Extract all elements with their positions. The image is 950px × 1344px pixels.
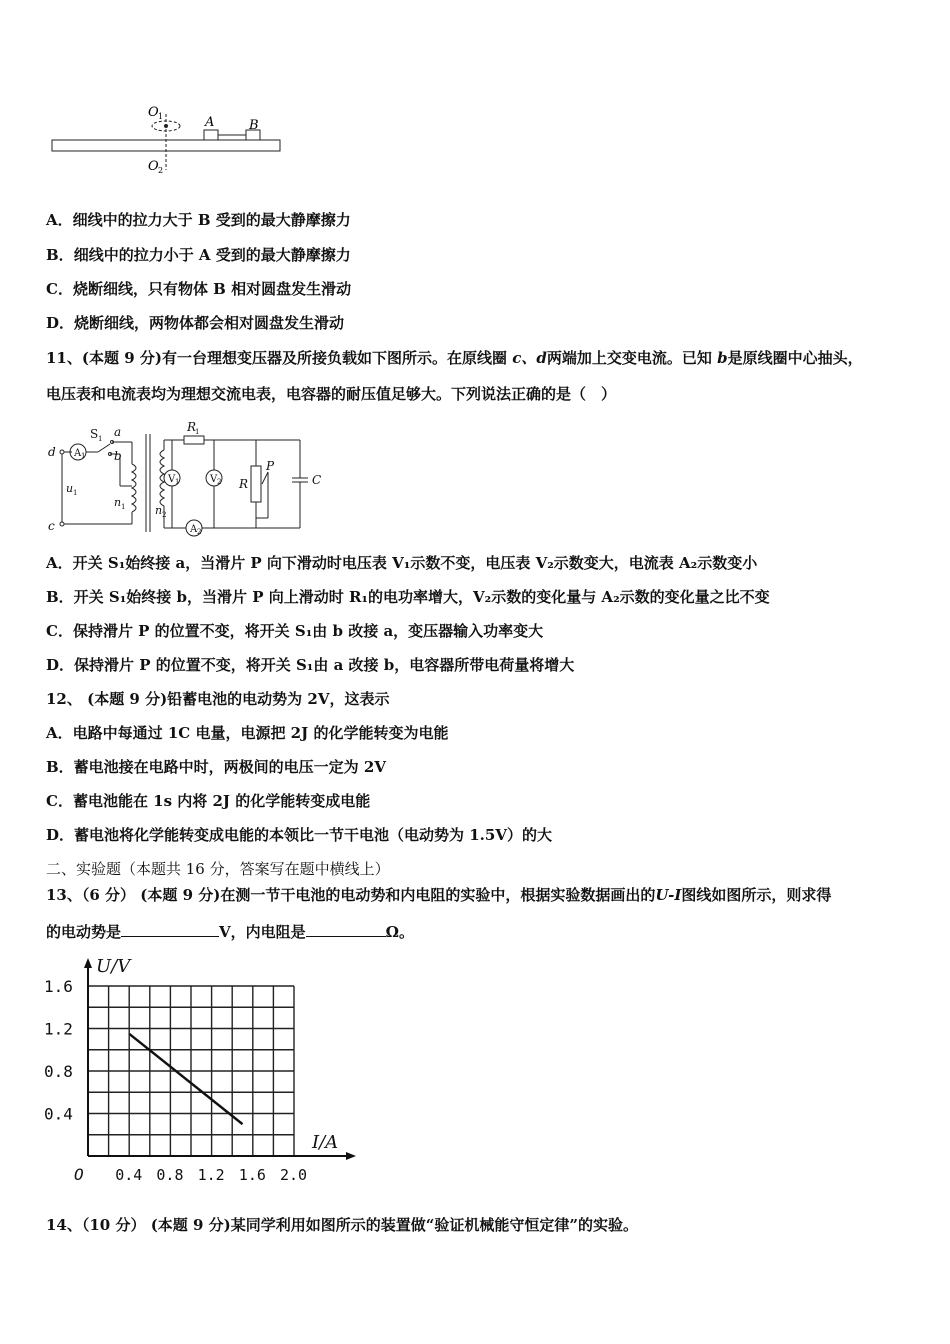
o1-label: O	[148, 105, 159, 120]
svg-text:S: S	[90, 427, 99, 441]
slider-p	[262, 472, 268, 484]
x-tick-label: 1.2	[197, 1166, 225, 1184]
block-a	[204, 130, 218, 140]
y-tick-label: 0.4	[44, 1104, 73, 1124]
q13-stem-line1: 13、（6 分） (本题 9 分)在测一节干电池的电动势和内电阻的实验中，根据实验数据画出的U-I图线如图所示，则求得	[46, 886, 832, 904]
chart-grid	[88, 986, 294, 1156]
q10-option-b[interactable]: B．细线中的拉力小于 A 受到的最大静摩擦力	[46, 246, 351, 264]
svg-text:n: n	[114, 496, 122, 509]
chart-axes	[84, 958, 356, 1160]
svg-text:2: 2	[197, 528, 202, 536]
y-tick-label: 1.6	[44, 977, 73, 996]
x-tick-label: 0.4	[115, 1166, 143, 1184]
svg-text:1: 1	[98, 435, 103, 443]
svg-text:2: 2	[158, 166, 164, 175]
svg-text:1: 1	[158, 112, 164, 121]
turntable-figure	[48, 100, 288, 178]
x-tick-label: 2.0	[280, 1166, 308, 1184]
svg-text:u: u	[66, 482, 74, 495]
q12-option-a[interactable]: A．电路中每通过 1C 电量，电源把 2J 的化学能转变为电能	[46, 724, 449, 742]
o2-label: O	[148, 159, 159, 174]
q11-stem-line1: 11、(本题 9 分)有一台理想变压器及所接负载如下图所示。在原线圈 c、d两端加上交变电流。已知 b是原线圈中心抽头，	[46, 349, 863, 367]
q11-option-b[interactable]: B．开关 S₁始终接 b，当滑片 P 向上滑动时 R₁的电功率增大，V₂示数的变化量与 A₂示数的变化量之比不变	[46, 588, 770, 606]
q10-option-a[interactable]: A．细线中的拉力大于 B 受到的最大静摩擦力	[46, 211, 351, 229]
svg-text:d: d	[48, 445, 56, 459]
q12-option-d[interactable]: D．蓄电池将化学能转变成电能的本领比一节干电池（电动势为 1.5V）的大	[46, 826, 552, 844]
ui-chart	[40, 950, 370, 1190]
q11-stem-line2: 电压表和电流表均为理想交流电表，电容器的耐压值足够大。下列说法正确的是（ ）	[46, 385, 617, 403]
svg-text:1: 1	[195, 428, 200, 436]
origin-label: O	[74, 1165, 84, 1184]
secondary-coil	[160, 450, 164, 506]
x-axis-label: I/A	[312, 1132, 339, 1153]
x-tick-label: 1.6	[238, 1166, 266, 1184]
rheostat-r	[251, 466, 261, 502]
svg-text:C: C	[312, 473, 322, 487]
series-line-ui	[129, 1034, 242, 1124]
y-tick-label: 1.2	[44, 1019, 73, 1039]
q12-stem: 12、 (本题 9 分)铅蓄电池的电动势为 2V，这表示	[46, 690, 390, 708]
switch-s1	[98, 444, 110, 452]
svg-text:1: 1	[175, 478, 180, 486]
b-label: B	[249, 118, 259, 133]
svg-text:V: V	[168, 474, 176, 485]
q11-option-c[interactable]: C．保持滑片 P 的位置不变，将开关 S₁由 b 改接 a，变压器输入功率变大	[46, 622, 544, 640]
svg-text:2: 2	[162, 511, 167, 519]
section-heading: 二、实验题（本题共 16 分，答案写在题中横线上）	[46, 860, 390, 878]
transformer-circuit-figure	[44, 420, 344, 540]
svg-text:A: A	[74, 448, 82, 459]
q13-stem-line2: 的电动势是 V，内电阻是 Ω。	[46, 923, 415, 941]
svg-text:1: 1	[73, 489, 78, 497]
q11-option-a[interactable]: A．开关 S₁始终接 a，当滑片 P 向下滑动时电压表 V₁示数不变，电压表 V₂示数变大，电流表 A₂示数变小	[46, 554, 758, 572]
resistor-r1	[184, 436, 204, 444]
primary-coil	[132, 464, 136, 512]
svg-text:1: 1	[121, 503, 126, 511]
a-label: A	[205, 115, 215, 130]
svg-text:a: a	[114, 425, 122, 439]
q10-option-d[interactable]: D．烧断细线，两物体都会相对圆盘发生滑动	[46, 314, 345, 332]
svg-text:P: P	[266, 459, 275, 473]
svg-text:R: R	[239, 477, 249, 491]
emf-blank[interactable]	[121, 922, 219, 937]
q14-stem: 14、（10 分） (本题 9 分)某同学利用如图所示的装置做“验证机械能守恒定律”的实验。	[46, 1216, 639, 1234]
svg-text:A: A	[190, 524, 198, 535]
svg-text:V: V	[210, 474, 218, 485]
q10-option-c[interactable]: C．烧断细线，只有物体 B 相对圆盘发生滑动	[46, 280, 352, 298]
y-tick-label: 0.8	[44, 1062, 73, 1081]
x-axis-arrow	[346, 1152, 356, 1160]
x-tick-label: 0.8	[156, 1166, 184, 1184]
y-axis-arrow	[84, 958, 92, 968]
y-axis-label: U/V	[96, 956, 131, 977]
svg-text:2: 2	[217, 478, 222, 486]
svg-text:b: b	[114, 449, 122, 463]
svg-text:c: c	[48, 519, 55, 533]
resistance-blank[interactable]	[306, 922, 386, 937]
q12-option-b[interactable]: B．蓄电池接在电路中时，两极间的电压一定为 2V	[46, 758, 386, 776]
svg-text:n: n	[155, 504, 163, 517]
q12-option-c[interactable]: C．蓄电池能在 1s 内将 2J 的化学能转变成电能	[46, 792, 371, 810]
svg-text:R: R	[187, 420, 197, 434]
q11-option-d[interactable]: D．保持滑片 P 的位置不变，将开关 S₁由 a 改接 b，电容器所带电荷量将增大	[46, 656, 575, 674]
svg-text:1: 1	[81, 452, 86, 460]
